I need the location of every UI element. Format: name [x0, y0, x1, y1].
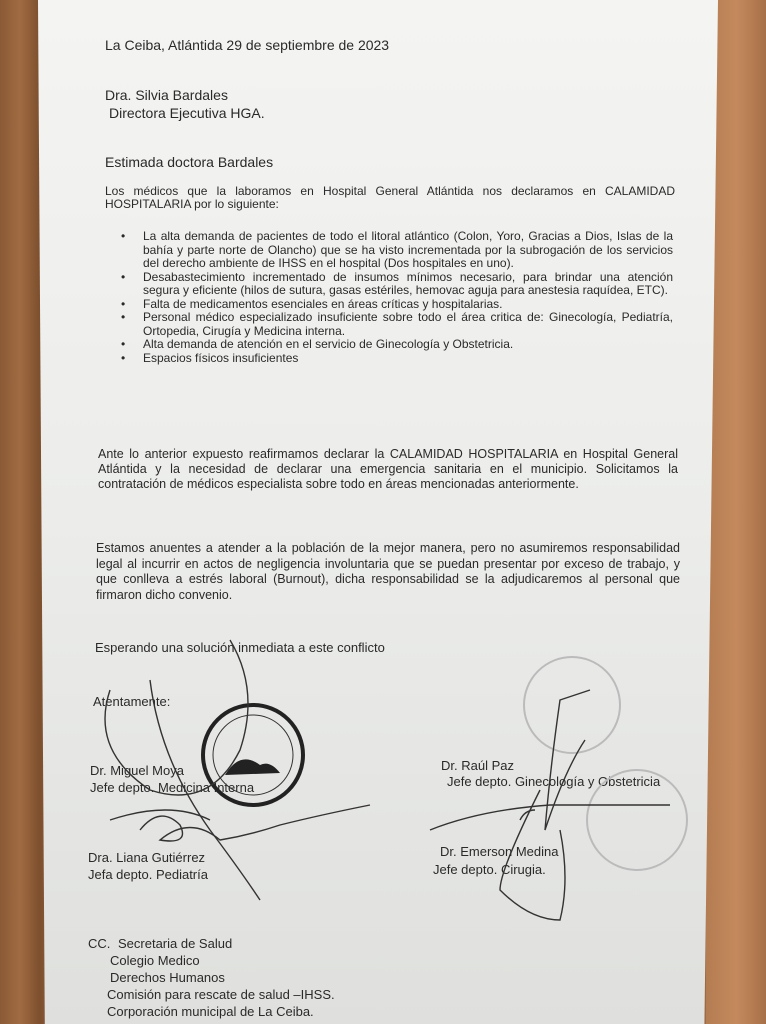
signatory-title: Jefe depto. Cirugia. — [433, 862, 546, 877]
list-item: • Falta de medicamentos esenciales en áreas críticas y hospitalarias. — [113, 298, 673, 312]
signatory-name: Dr. Emerson Medina — [440, 844, 559, 859]
cc-recipient: Comisión para rescate de salud –IHSS. — [107, 987, 335, 1002]
list-item: • Personal médico especializado insuficiente sobre todo el área critica de: Ginecología, Pediatría, Ortopedia, Cirugía y Medicina interna. — [113, 311, 673, 338]
list-item: • Espacios físicos insuficientes — [113, 352, 673, 366]
closing-line: Esperando una solución inmediata a este conflicto — [95, 640, 385, 655]
signatory-name: Dr. Raúl Paz — [441, 758, 514, 773]
date-line: La Ceiba, Atlántida 29 de septiembre de 2023 — [105, 37, 390, 53]
cc-recipient: Colegio Medico — [110, 953, 200, 968]
paragraph-responsibility: Estamos anuentes a atender a la población de la mejor manera, pero no asumiremos responsabilidad legal al incurrir en actos de negligencia involuntaria que se puedan presentar por exceso de trabajo, y que conlleva a estrés laboral (Burnout), dicha responsabilidad se la adjudicaremos al personal que firmaron dicho convenio. — [96, 541, 680, 602]
recipient-name: Dra. Silvia Bardales — [105, 87, 228, 103]
intro-paragraph: Los médicos que la laboramos en Hospital General Atlántida nos declaramos en CALAMIDAD HOSPITALARIA por lo siguiente: — [105, 184, 675, 211]
signatory-name: Dr. Miguel Moya — [90, 763, 184, 778]
stamp-right-bottom — [587, 770, 687, 870]
signatory-title: Jefe depto. Medicina Interna — [90, 780, 255, 795]
list-item: • Alta demanda de atención en el servicio de Ginecología y Obstetricia. — [113, 338, 673, 352]
list-item: • La alta demanda de pacientes de todo el litoral atlántico (Colon, Yoro, Gracias a Dios, Islas de la bahía y parte norte de Olancho) que se ha visto incrementada por la subrogación de los servicios del derecho ambiente de IHSS en el hospital (Dos hospitales en uno). — [113, 230, 673, 271]
signoff: Atentamente: — [93, 694, 171, 709]
stamp-left — [203, 705, 303, 805]
cc-recipient: Secretaria de Salud — [118, 936, 233, 951]
signatory-name: Dra. Liana Gutiérrez — [88, 850, 206, 865]
signatory-title: Jefe depto. Ginecología y Obstetricia — [447, 774, 661, 789]
list-item: • Desabastecimiento incrementado de insumos mínimos necesario, para brindar una atención segura y eficiente (hilos de sutura, gasas estériles, hemovac aguja para anestesia raquídea, ETC). — [113, 271, 673, 298]
paragraph-declaration: Ante lo anterior expuesto reafirmamos declarar la CALAMIDAD HOSPITALARIA en Hospital General Atlántida y la necesidad de declarar una emergencia sanitaria en el municipio. Solicitamos la contratación de médicos especialista sobre todo en áreas mencionadas anteriormente. — [98, 447, 678, 491]
recipient-title: Directora Ejecutiva HGA. — [109, 105, 265, 121]
signature-marks — [105, 640, 670, 920]
signatory-title: Jefa depto. Pediatría — [88, 867, 208, 882]
cc-recipient: Corporación municipal de La Ceiba. — [107, 1004, 314, 1019]
cc-label: CC. — [88, 936, 111, 951]
cc-recipient: Derechos Humanos — [110, 970, 225, 985]
stamp-right-top — [524, 657, 620, 753]
salutation: Estimada doctora Bardales — [105, 154, 274, 170]
